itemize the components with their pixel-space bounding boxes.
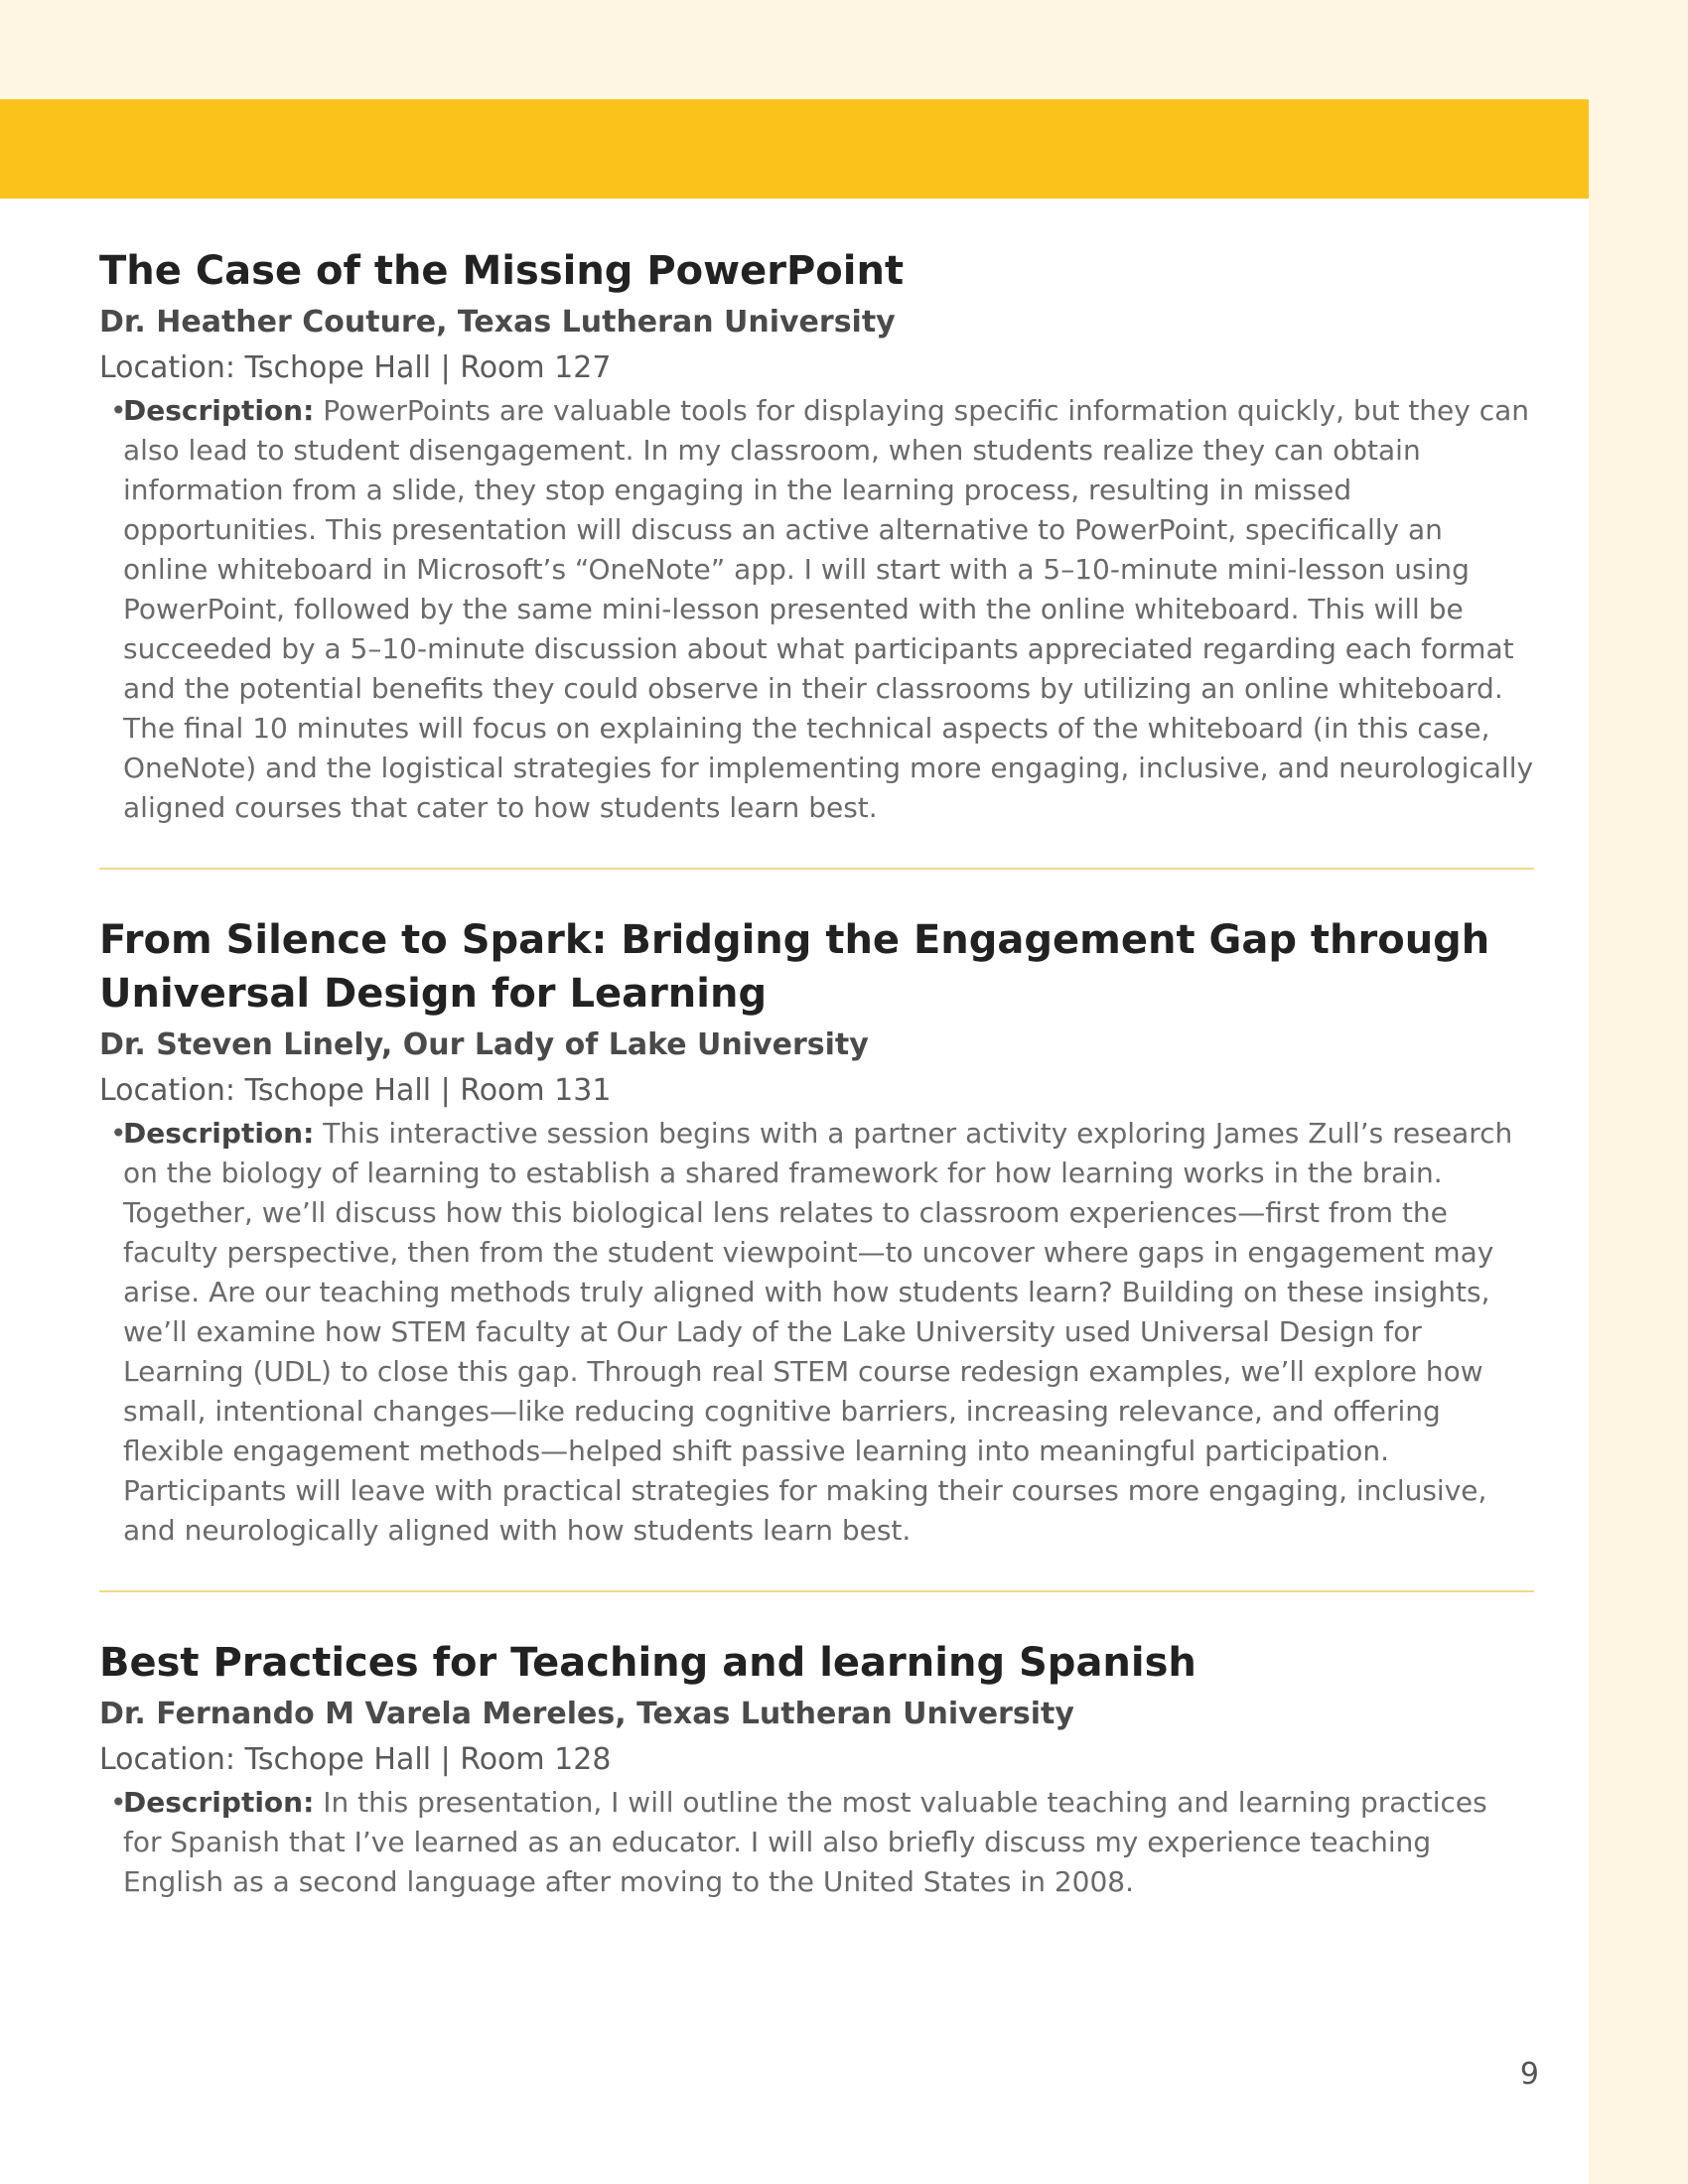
session-presenter: Dr. Fernando M Varela Mereles, Texas Lutheran University xyxy=(99,1697,1074,1731)
description-text: This interactive session begins with a partner activity exploring James Zull’s research on the biology of learning to establish a shared framework for how learning works in the brain. Together, we’ll discuss how this biological lens relates to classroom experiences—first from the faculty perspective, then from the student viewpoint—to uncover where gaps in engagement may arise. Are our teaching methods truly aligned with how students learn? Building on these insights, we’ll examine how STEM faculty at Our Lady of the Lake University used Universal Design for Learning (UDL) to close this gap. Through real STEM course redesign examples, we’ll explore how small, intentional changes—like reducing cognitive barriers, increasing relevance, and offering flexible engagement methods—helped shift passive learning into meaningful participation. Participants will leave with practical strategies for making their courses more engaging, inclusive, and neurologically aligned with how students learn best. xyxy=(123,1117,1513,1547)
session-title: From Silence to Spark: Bridging the Engagement Gap through Universal Design for Learning xyxy=(99,917,1490,1017)
description-text: PowerPoints are valuable tools for displaying specific information quickly, but they can also lead to student disengagement. In my classroom, when students realize they can obtain information from a slide, they stop engaging in the learning process, resulting in missed opportunities. This presentation will discuss an active alternative to PowerPoint, specifically an online whiteboard in Microsoft’s “OneNote” app. I will start with a 5–10-minute mini-lesson using PowerPoint, followed by the same mini-lesson presented with the online whiteboard. This will be succeeded by a 5–10-minute discussion about what participants appreciated regarding each format and the potential benefits they could observe in their classrooms by utilizing an online whiteboard. The final 10 minutes will focus on explaining the technical aspects of the whiteboard (in this case, OneNote) and the logistical strategies for implementing more engaging, inclusive, and neurologically aligned courses that cater to how students learn best. xyxy=(123,394,1534,824)
session-title: Best Practices for Teaching and learning Spanish xyxy=(99,1640,1196,1686)
description-label: Description: xyxy=(123,1117,315,1150)
bullet-icon: • xyxy=(110,1786,127,1819)
session-description xyxy=(99,1783,1534,1902)
description-label: Description: xyxy=(123,394,315,427)
description-text: In this presentation, I will outline the most valuable teaching and learning practices for Spanish that I’ve learned as an educator. I will also briefly discuss my experience teaching English as a second language after moving to the United States in 2008. xyxy=(123,1786,1487,1898)
bullet-icon: • xyxy=(110,1117,127,1150)
session-presenter: Dr. Heather Couture, Texas Lutheran University xyxy=(99,305,896,340)
header-band xyxy=(0,99,1589,199)
section-divider xyxy=(99,868,1534,870)
session-card xyxy=(99,1636,1534,1902)
session-location: Location: Tschope Hall | Room 128 xyxy=(99,1742,612,1777)
session-card xyxy=(99,244,1534,828)
session-description xyxy=(99,1114,1534,1551)
session-location: Location: Tschope Hall | Room 127 xyxy=(99,350,612,385)
section-divider xyxy=(99,1590,1534,1592)
session-presenter: Dr. Steven Linely, Our Lady of Lake University xyxy=(99,1027,869,1062)
session-title: The Case of the Missing PowerPoint xyxy=(99,248,905,294)
session-description xyxy=(99,391,1534,828)
page-number: 9 xyxy=(1519,2057,1539,2092)
session-card xyxy=(99,913,1534,1551)
bullet-icon: • xyxy=(110,394,127,427)
sessions-list xyxy=(99,244,1534,1902)
session-location: Location: Tschope Hall | Room 131 xyxy=(99,1073,612,1108)
top-margin xyxy=(0,0,1589,99)
description-label: Description: xyxy=(123,1786,315,1819)
